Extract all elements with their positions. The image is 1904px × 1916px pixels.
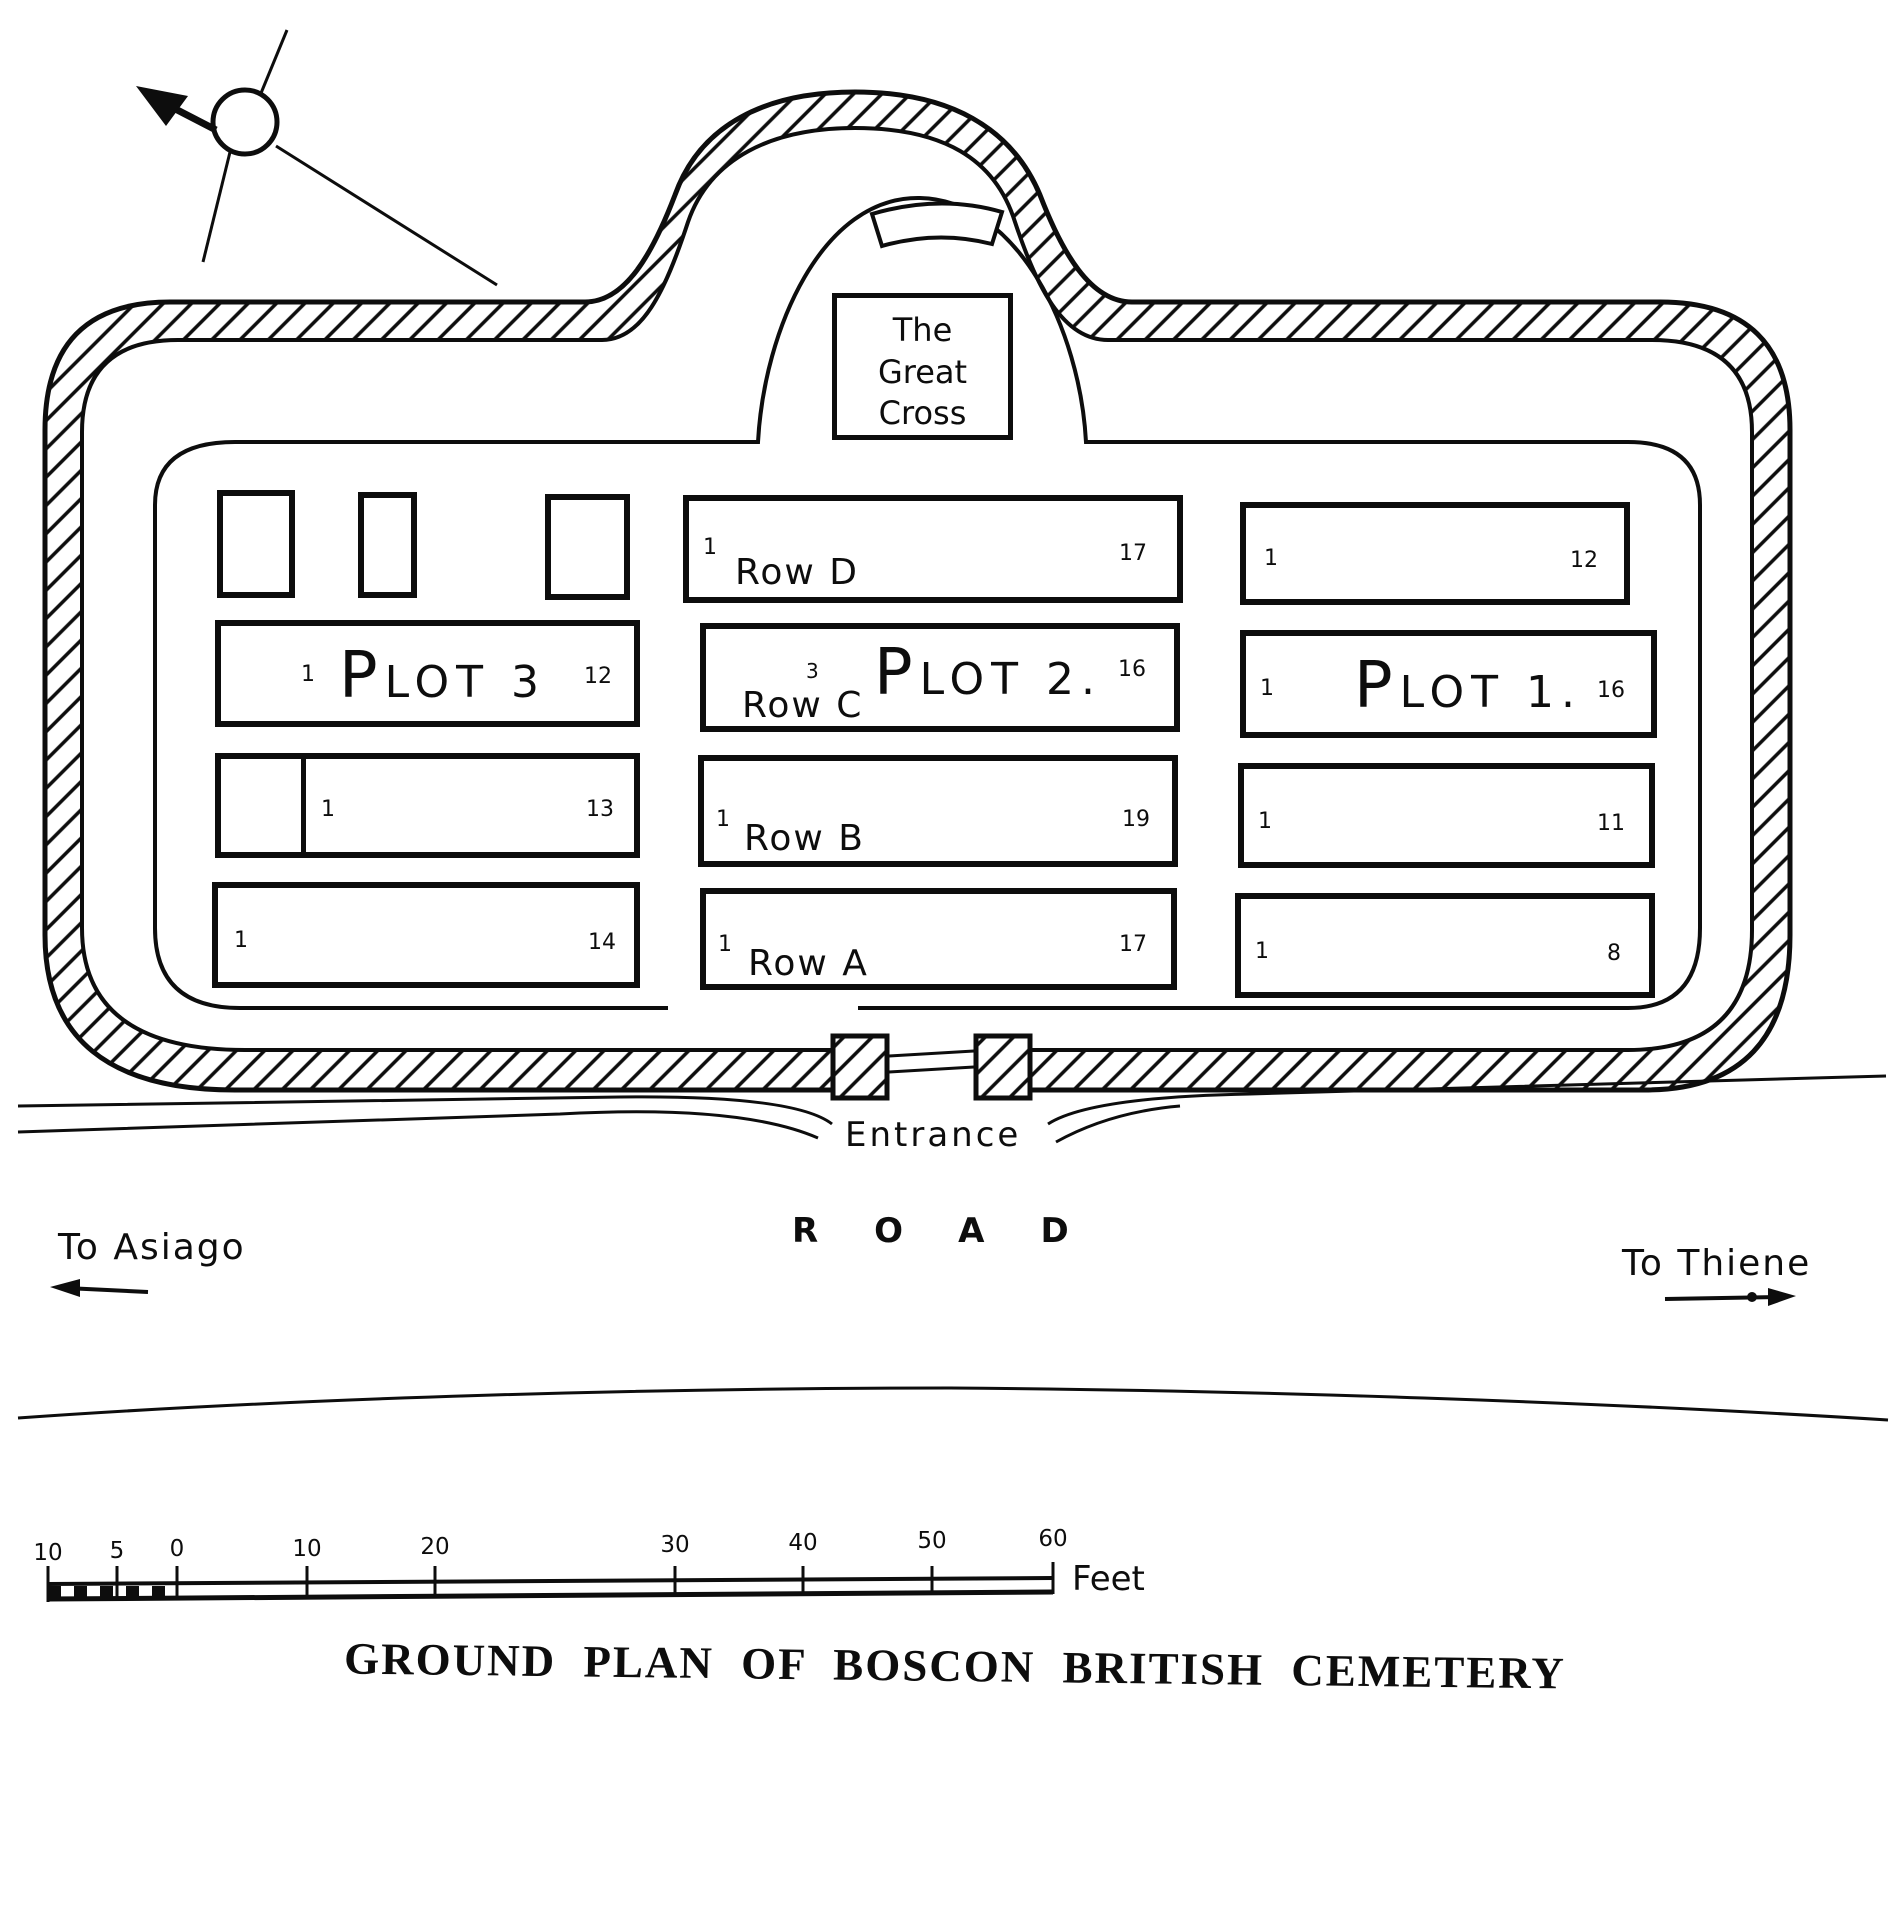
scale-tick-30: 30 bbox=[660, 1532, 690, 1558]
plot2-rowd-start: 1 bbox=[703, 535, 717, 560]
scale-tick-5: 5 bbox=[109, 1538, 125, 1564]
north-arrow-icon bbox=[136, 30, 497, 285]
plot3-row13-start: 1 bbox=[321, 797, 335, 822]
plot3-label-box bbox=[215, 620, 640, 727]
scale-tick-40: 40 bbox=[788, 1530, 818, 1556]
plot2-label: PLOT 2. bbox=[874, 636, 1103, 710]
plot2-label-box bbox=[700, 623, 1180, 732]
plot3-end-number: 12 bbox=[584, 664, 612, 689]
entrance-gate bbox=[833, 1026, 1030, 1100]
gate-pier-left bbox=[833, 1036, 887, 1098]
scale-tick-10: 10 bbox=[292, 1536, 322, 1562]
plot3-row-divider bbox=[301, 753, 306, 858]
plot1-row-8 bbox=[1235, 893, 1655, 998]
plot1-end-number: 16 bbox=[1597, 678, 1625, 703]
to-thiene-label: To Thiene bbox=[1622, 1243, 1812, 1284]
plot2-rowb-end: 19 bbox=[1122, 807, 1150, 832]
entrance-label: Entrance bbox=[845, 1115, 1022, 1155]
to-asiago-label: To Asiago bbox=[58, 1227, 246, 1268]
plot2-rowa-start: 1 bbox=[718, 932, 732, 957]
plot1-row8-start: 1 bbox=[1255, 939, 1269, 964]
plot3-row-14 bbox=[212, 882, 640, 988]
plot3-row-13 bbox=[215, 753, 640, 858]
plot1-rowtop-end: 12 bbox=[1570, 548, 1598, 573]
plot2-row-d bbox=[683, 495, 1183, 603]
scale-tick-50: 50 bbox=[917, 1528, 947, 1554]
plot2-rowc-label: Row C bbox=[742, 685, 864, 726]
plot3-label: PLOT 3 bbox=[339, 639, 547, 713]
scale-bar bbox=[48, 1562, 1053, 1602]
plot3-square-1 bbox=[217, 490, 295, 598]
great-cross-label-line2: Great bbox=[877, 352, 968, 391]
plot2-rowd-end: 17 bbox=[1119, 541, 1147, 566]
scale-tick-10-left: 10 bbox=[33, 1540, 63, 1566]
scale-tick-20: 20 bbox=[420, 1534, 450, 1560]
plot3-start-number: 1 bbox=[301, 662, 315, 687]
plot3-square-2 bbox=[358, 492, 417, 598]
to-thiene-arrow-icon bbox=[1665, 1288, 1796, 1306]
scale-tick-0: 0 bbox=[169, 1536, 185, 1562]
great-cross-label-line1: The bbox=[892, 311, 953, 349]
plot1-row-top bbox=[1240, 502, 1630, 605]
plot2-rowd-label: Row D bbox=[735, 552, 860, 593]
plot2-rowa-end: 17 bbox=[1119, 932, 1147, 957]
plot1-row11-end: 11 bbox=[1597, 811, 1625, 836]
to-asiago-arrow-icon bbox=[50, 1279, 148, 1297]
cross-pedestal bbox=[872, 203, 1002, 246]
plot1-start-number: 1 bbox=[1260, 676, 1274, 701]
plot1-row11-start: 1 bbox=[1258, 809, 1272, 834]
plot2-rowc-end: 16 bbox=[1118, 657, 1146, 682]
great-cross-box bbox=[832, 293, 1013, 440]
page-title: GROUND PLAN OF BOSCON BRITISH CEMETERY bbox=[343, 1633, 1567, 1699]
road-label: ROAD bbox=[792, 1211, 1125, 1251]
plot1-row8-end: 8 bbox=[1607, 941, 1621, 966]
plot1-label: PLOT 1. bbox=[1354, 649, 1583, 723]
feet-label: Feet bbox=[1072, 1559, 1145, 1599]
plot1-row-11 bbox=[1238, 763, 1655, 868]
gate-pier-right bbox=[976, 1036, 1030, 1098]
plot3-row13-end: 13 bbox=[586, 797, 614, 822]
plot3-row14-start: 1 bbox=[234, 928, 248, 953]
plot2-rowb-start: 1 bbox=[716, 807, 730, 832]
plot1-rowtop-start: 1 bbox=[1264, 546, 1278, 571]
plot3-row14-end: 14 bbox=[588, 930, 616, 955]
plot2-rowa-label: Row A bbox=[748, 943, 869, 984]
great-cross-label-line3: Cross bbox=[878, 394, 967, 433]
plot2-rowb-label: Row B bbox=[744, 818, 866, 859]
scale-tick-60: 60 bbox=[1038, 1526, 1068, 1552]
plot2-row-a bbox=[700, 888, 1177, 990]
plot1-label-box bbox=[1240, 630, 1657, 738]
plot3-square-3 bbox=[545, 494, 630, 600]
plot2-row-b bbox=[698, 755, 1178, 867]
plot2-rowc-start: 3 bbox=[806, 659, 819, 683]
